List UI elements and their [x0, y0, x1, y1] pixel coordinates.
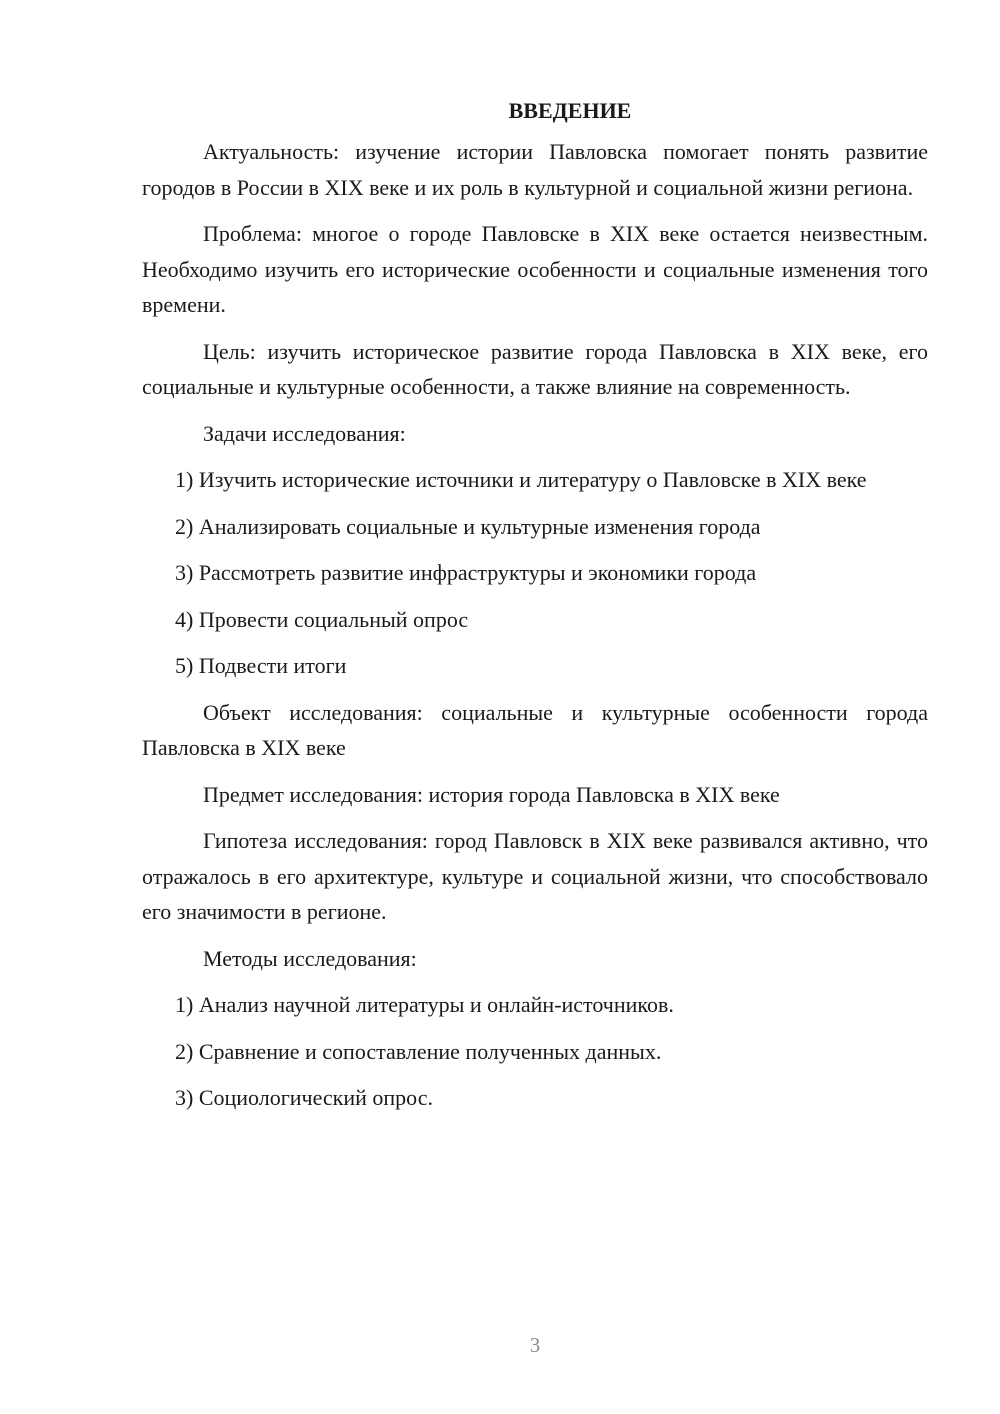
page-number: 3: [529, 1333, 541, 1357]
method-item: 1) Анализ научной литературы и онлайн-источников.: [175, 992, 674, 1017]
task-item: 1) Изучить исторические источники и литературу о Павловске в XIX веке: [175, 467, 867, 492]
problem-paragraph: Проблема: многое о городе Павловске в XIX веке остается неизвестным. Необходимо изучить его исторические особенности и социальные изменения того времени.: [142, 221, 928, 317]
task-item: 3) Рассмотреть развитие инфраструктуры и экономики города: [175, 560, 757, 585]
task-item: 2) Анализировать социальные и культурные изменения города: [175, 513, 761, 539]
section-heading: ВВЕДЕНИЕ: [508, 98, 632, 123]
task-item: 4) Провести социальный опрос: [175, 606, 469, 632]
tasks-title: Задачи исследования:: [203, 420, 406, 446]
subject-paragraph: Предмет исследования: история города Павловска в XIX веке: [203, 781, 780, 807]
method-item: 2) Сравнение и сопоставление полученных данных.: [175, 1038, 662, 1064]
methods-title: Методы исследования:: [203, 945, 417, 971]
goal-paragraph: Цель: изучить историческое развитие города Павловска в XIX веке, его социальные и культурные особенности, а также влияние на современность.: [142, 338, 928, 399]
document-page: [142, 88, 928, 1116]
object-paragraph: Объект исследования: социальные и культурные особенности города Павловска в XIX веке: [142, 699, 928, 760]
relevance-paragraph: Актуальность: изучение истории Павловска помогает понять развитие городов в России в XIX веке и их роль в культурной и социальной жизни региона.: [142, 139, 928, 200]
hypothesis-paragraph: Гипотеза исследования: город Павловск в XIX веке развивался активно, что отражалось в его архитектуре, культуре и социальной жизни, что способствовало его значимости в регионе.: [142, 828, 928, 924]
task-item: 5) Подвести итоги: [175, 653, 347, 678]
method-item: 3) Социологический опрос.: [175, 1085, 433, 1110]
